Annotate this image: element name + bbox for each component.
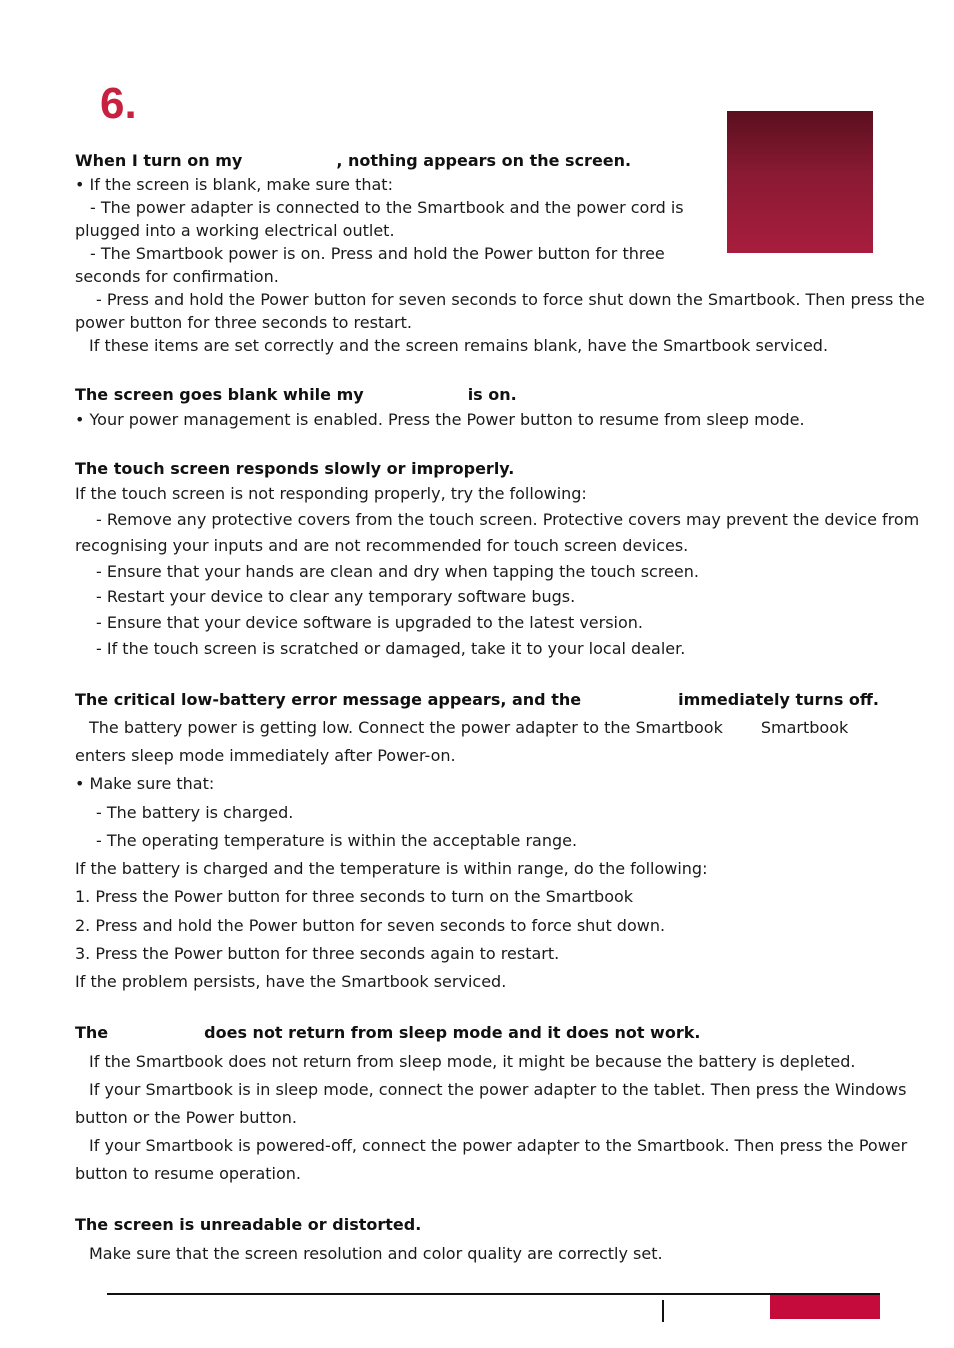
footer-color-block — [770, 1295, 880, 1319]
text-line: Make sure that the screen resolution and color quality are correctly set. — [89, 1244, 663, 1263]
text-line: button to resume operation. — [75, 1164, 301, 1183]
text-line: If the problem persists, have the Smartbook serviced. — [75, 972, 507, 991]
heading-part: The — [75, 1023, 109, 1042]
text-line: - Restart your device to clear any temporary software bugs. — [96, 587, 576, 606]
footer-rule — [107, 1293, 880, 1295]
chapter-number: 6. — [100, 79, 137, 128]
heading-part: , nothing appears on the screen. — [336, 151, 632, 170]
text-line: enters sleep mode immediately after Power-on. — [75, 746, 456, 765]
text-line: - The power adapter is connected to the Smartbook and the power cord is — [90, 198, 684, 217]
text-line: button or the Power button. — [75, 1108, 297, 1127]
text-line: - Ensure that your device software is upgraded to the latest version. — [96, 613, 644, 632]
heading-part: The screen goes blank while my — [75, 385, 364, 404]
text-line: - The operating temperature is within the acceptable range. — [96, 831, 578, 850]
text-line: 1. Press the Power button for three seconds to turn on the Smartbook — [75, 887, 634, 906]
text-line: - The battery is charged. — [96, 803, 294, 822]
text-line: If the touch screen is not responding properly, try the following: — [75, 484, 587, 503]
text-line: 2. Press and hold the Power button for seven seconds to force shut down. — [75, 916, 666, 935]
text-line: - If the touch screen is scratched or damaged, take it to your local dealer. — [96, 639, 686, 658]
text-line: If the Smartbook does not return from sleep mode, it might be because the battery is depleted. — [89, 1052, 856, 1071]
text-part: Smartbook — [760, 718, 849, 737]
text-line: If your Smartbook is in sleep mode, connect the power adapter to the tablet. Then press the Windows — [89, 1080, 907, 1099]
heading-part: The critical low-battery error message appears, and the — [75, 690, 582, 709]
decorative-color-block — [727, 111, 873, 253]
text-line: recognising your inputs and are not recommended for touch screen devices. — [75, 536, 689, 555]
heading-part: does not return from sleep mode and it does not work. — [204, 1023, 701, 1042]
text-line: - The Smartbook power is on. Press and hold the Power button for three — [90, 244, 665, 263]
text-part: The battery power is getting low. Connect the power adapter to the Smartbook — [89, 718, 723, 737]
text-line: If your Smartbook is powered-off, connect the power adapter to the Smartbook. Then press the Power — [89, 1136, 908, 1155]
text-line: • If the screen is blank, make sure that: — [75, 175, 393, 194]
heading-part: When I turn on my — [75, 151, 243, 170]
text-line: If the battery is charged and the temperature is within range, do the following: — [75, 859, 708, 878]
section-heading-blank-screen — [75, 151, 631, 171]
text-line — [89, 718, 848, 738]
text-line: 3. Press the Power button for three seconds again to restart. — [75, 944, 560, 963]
text-line: plugged into a working electrical outlet. — [75, 221, 395, 240]
section-heading-unreadable-screen: The screen is unreadable or distorted. — [75, 1215, 422, 1234]
section-heading-sleep-mode — [75, 1023, 700, 1043]
text-line: - Press and hold the Power button for seven seconds to force shut down the Smartbook. Then press the — [96, 290, 925, 309]
text-line: power button for three seconds to restart. — [75, 313, 412, 332]
section-heading-screen-goes-blank — [75, 385, 517, 405]
footer-divider — [662, 1300, 664, 1322]
text-line: seconds for confirmation. — [75, 267, 279, 286]
heading-part: immediately turns off. — [678, 690, 879, 709]
text-line: If these items are set correctly and the screen remains blank, have the Smartbook serviced. — [89, 336, 829, 355]
section-heading-low-battery — [75, 690, 879, 710]
text-line: • Your power management is enabled. Press the Power button to resume from sleep mode. — [75, 410, 805, 429]
section-heading-touch-screen: The touch screen responds slowly or improperly. — [75, 459, 515, 478]
text-line: • Make sure that: — [75, 774, 215, 793]
text-line: - Remove any protective covers from the touch screen. Protective covers may prevent the device from — [96, 510, 920, 529]
text-line: - Ensure that your hands are clean and dry when tapping the touch screen. — [96, 562, 699, 581]
heading-part: is on. — [467, 385, 517, 404]
